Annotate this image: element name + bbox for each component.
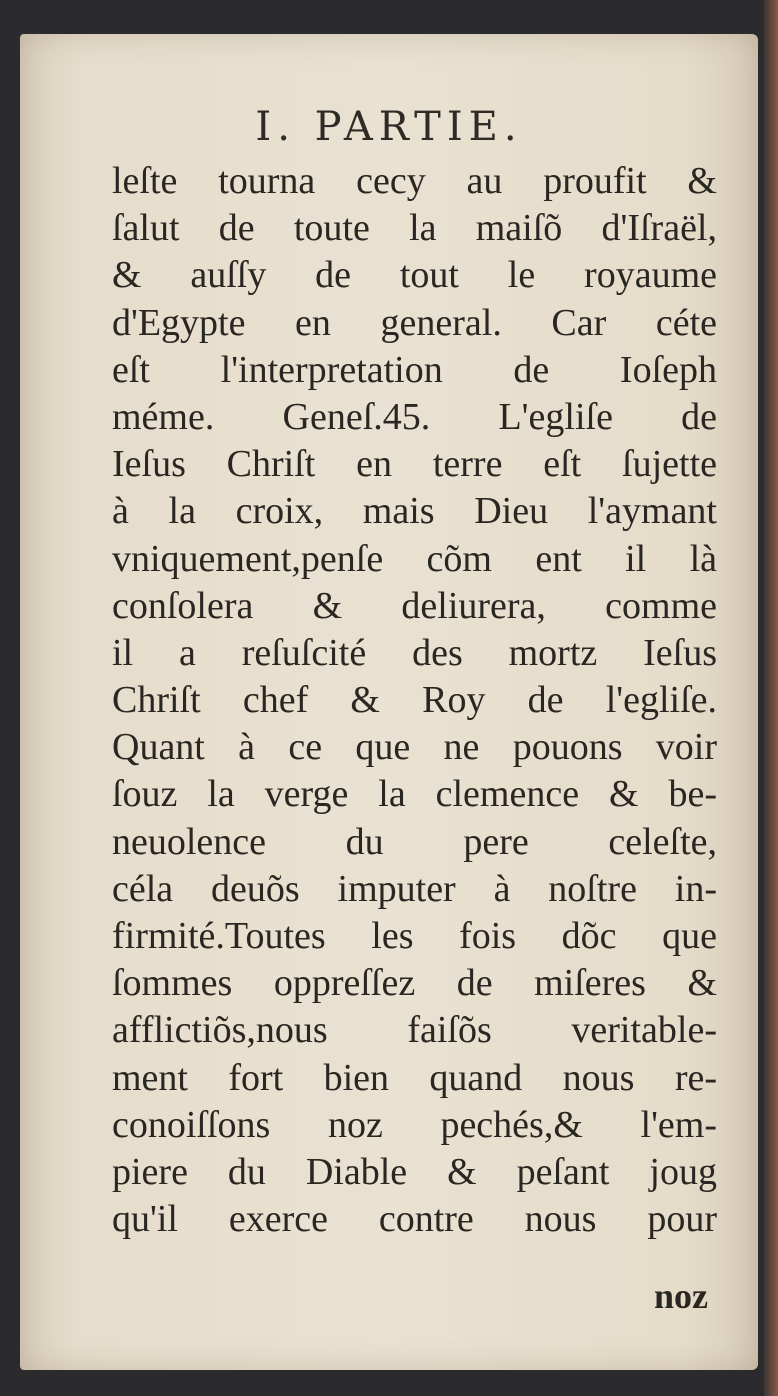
text-line: leſte tourna cecy au proufit & — [112, 160, 717, 202]
text-line: piere du Diable & peſant joug — [112, 1150, 717, 1193]
text-line: à la croix, mais Dieu l'aymant — [112, 490, 717, 533]
text-line: ment fort bien quand nous re- — [112, 1056, 717, 1099]
text-line: vniquement,penſe cõm ent il là — [112, 537, 717, 580]
text-line: Quant à ce que ne pouons voir — [112, 726, 717, 769]
text-line: & auſſy de tout le royaume — [112, 254, 717, 297]
text-line: qu'il exerce contre nous pour — [112, 1198, 717, 1241]
text-line: conſolera & deliurera, comme — [112, 584, 717, 627]
text-line: Chriſt chef & Roy de l'egliſe. — [112, 679, 717, 722]
book-edge — [764, 0, 778, 1396]
text-line: méme. Geneſ.45. L'egliſe de — [112, 395, 717, 438]
text-line: Ieſus Chriſt en terre eſt ſujette — [112, 443, 717, 486]
text-line: ſalut de toute la maiſõ d'Iſraël, — [112, 207, 717, 250]
text-line: neuolence du pere celeſte, — [112, 820, 717, 863]
catchword: noz — [654, 1276, 708, 1316]
text-line: céla deuõs imputer à noſtre in- — [112, 867, 717, 910]
text-line: eſt l'interpretation de Ioſeph — [112, 348, 717, 391]
text-line: ſouz la verge la clemence & be- — [112, 773, 717, 816]
text-line: il a reſuſcité des mortz Ieſus — [112, 631, 717, 674]
text-line: afflictiõs,nous faiſõs veritable- — [112, 1009, 717, 1052]
text-line: firmité.Toutes les fois dõc que — [112, 915, 717, 957]
page-body — [112, 158, 717, 1243]
running-header: I. PARTIE. — [255, 104, 523, 150]
text-line: conoiſſons noz pechés,& l'em- — [112, 1103, 717, 1146]
text-line: d'Egypte en general. Car céte — [112, 301, 717, 344]
text-line: ſommes oppreſſez de miſeres & — [112, 962, 717, 1005]
